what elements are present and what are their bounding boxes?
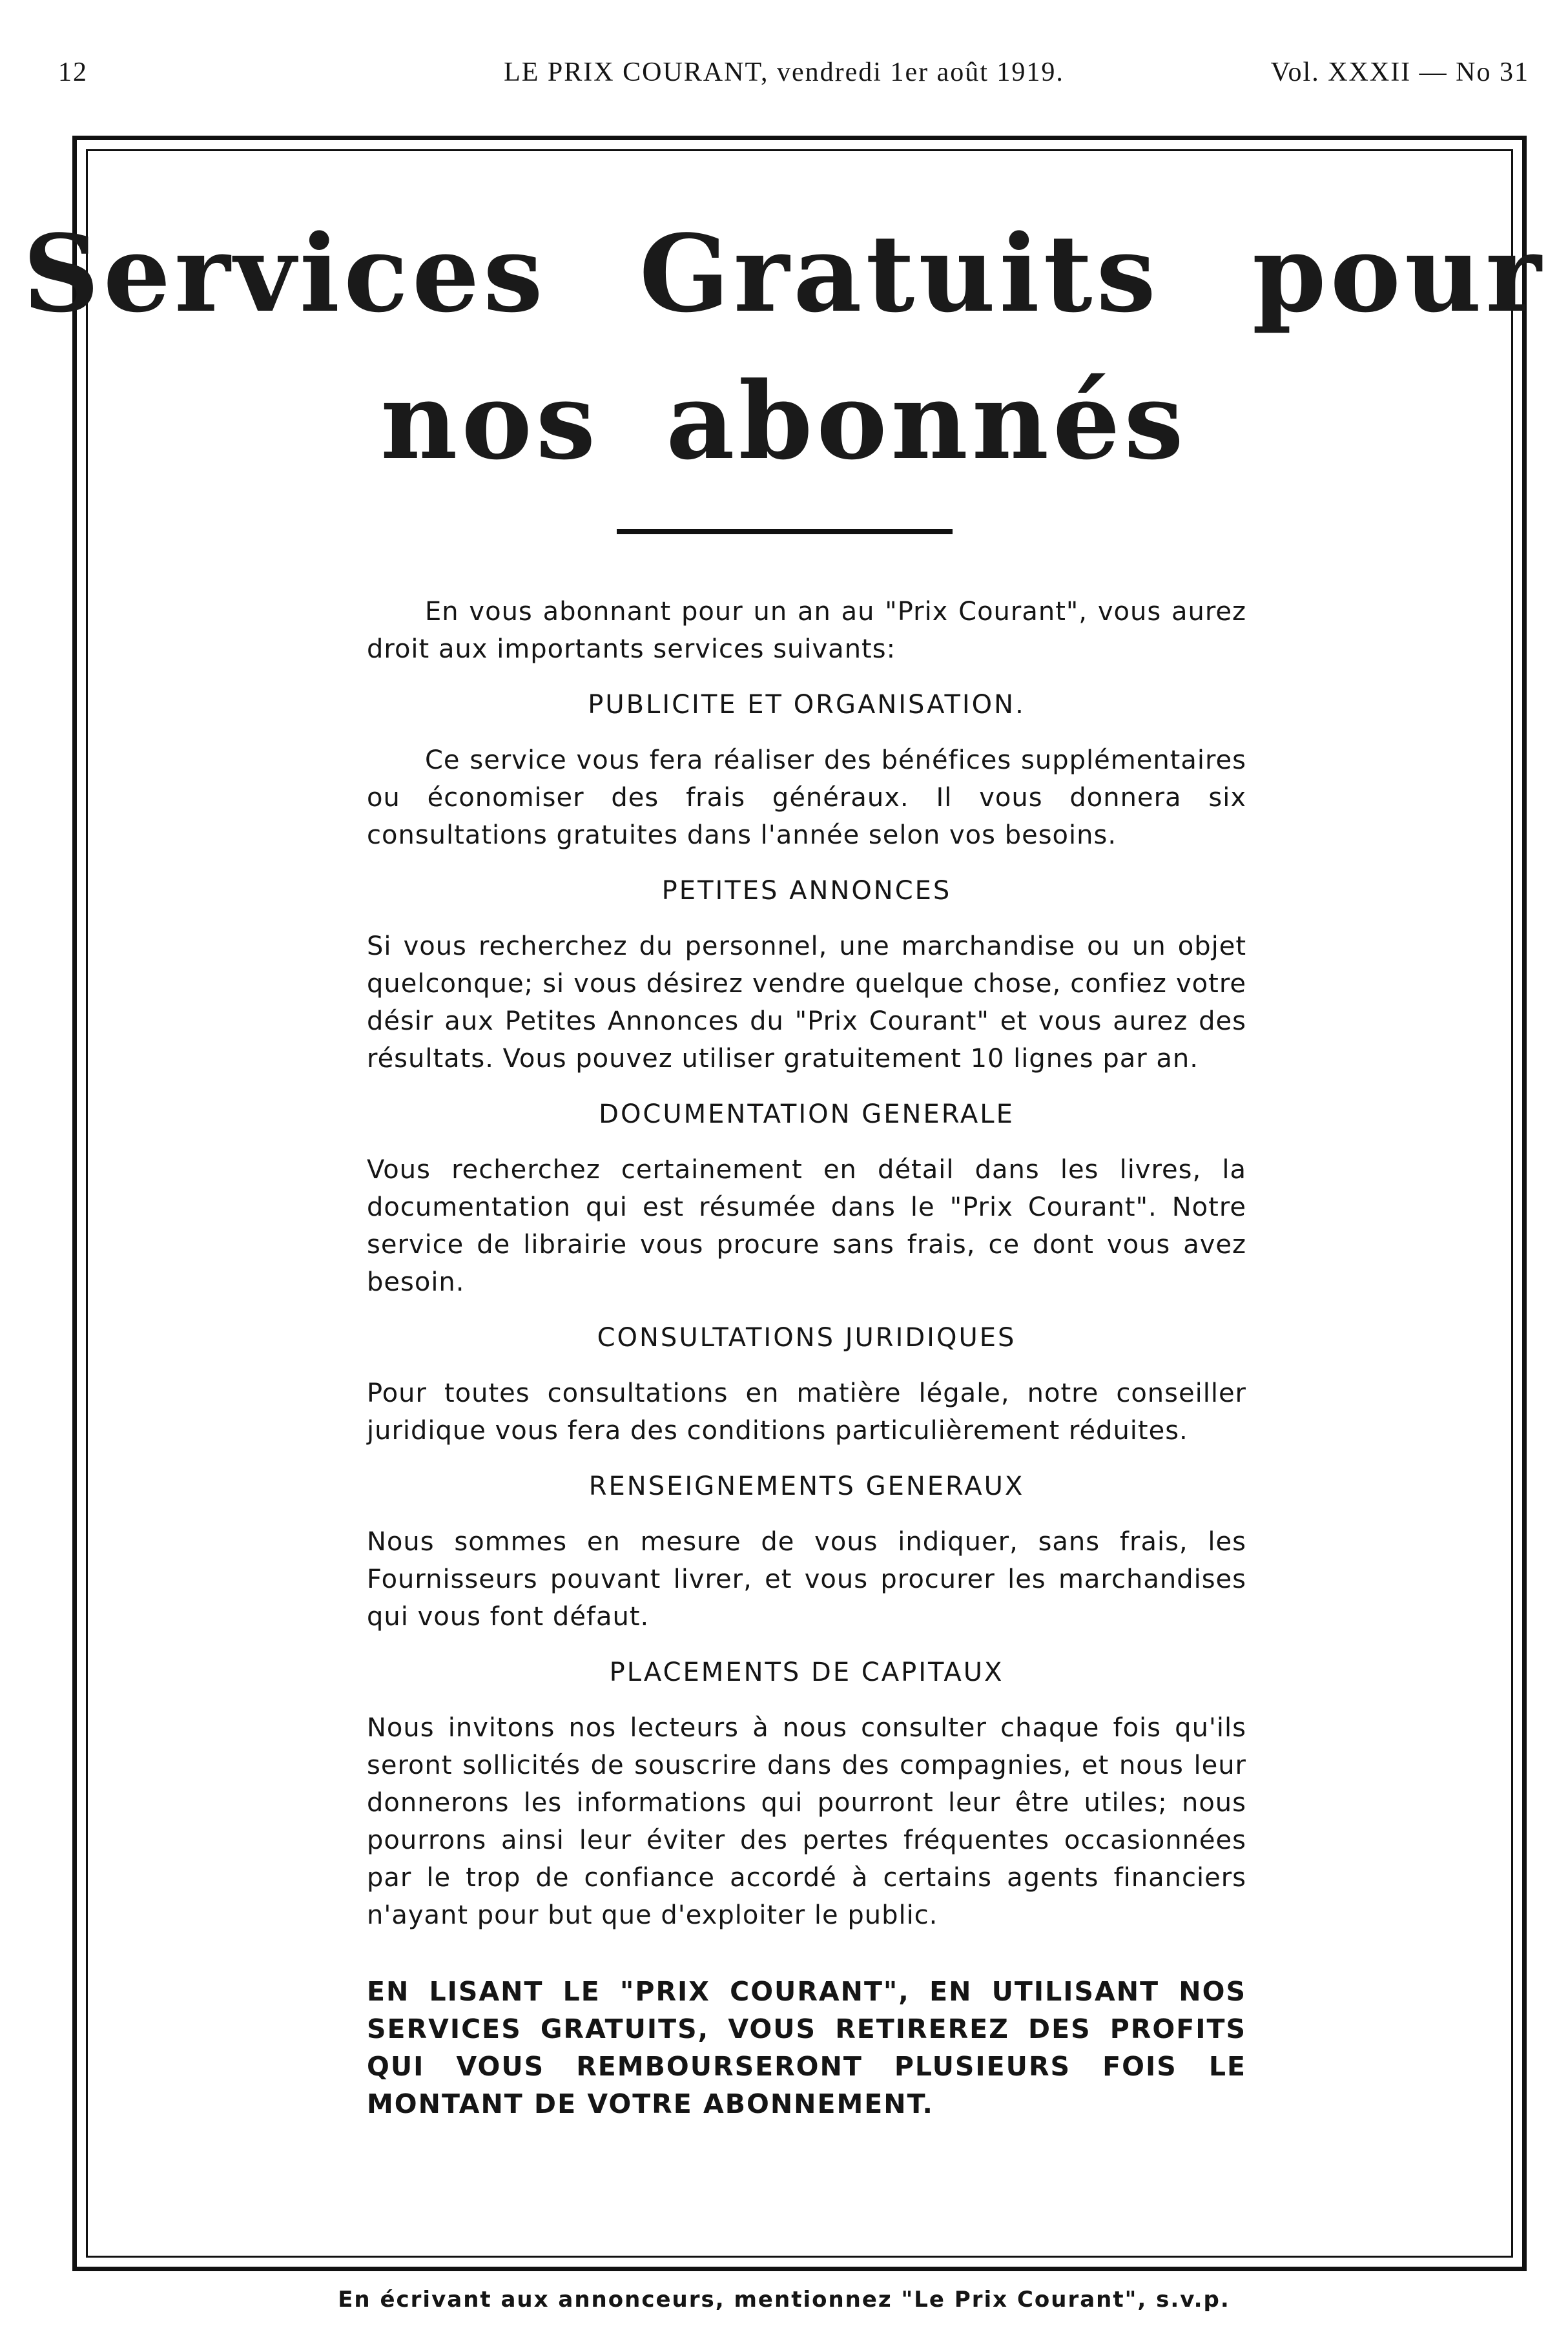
intro-paragraph: En vous abonnant pour un an au "Prix Courant", vous aurez droit aux importants services suivants: xyxy=(367,597,1246,664)
section-body-consultations: Pour toutes consultations en matière légale, notre conseiller juridique vous fera des conditions particulièrement réduites. xyxy=(367,1378,1246,1446)
running-title: LE PRIX COURANT, vendredi 1er août 1919. xyxy=(504,57,1064,87)
section-title-renseignements: RENSEIGNEMENTS GENERAUX xyxy=(588,1471,1025,1501)
section-title-publicite: PUBLICITE ET ORGANISATION. xyxy=(588,690,1026,720)
volume-info: Vol. XXXII — No 31 xyxy=(1270,57,1529,87)
section-title-consultations: CONSULTATIONS JURIDIQUES xyxy=(597,1323,1016,1353)
advertisement-body xyxy=(367,593,1246,2123)
headline-divider xyxy=(617,529,953,534)
section-title-placements: PLACEMENTS DE CAPITAUX xyxy=(609,1658,1004,1687)
section-title-documentation: DOCUMENTATION GENERALE xyxy=(599,1099,1015,1129)
section-body-publicite: Ce service vous fera réaliser des bénéfices supplémentaires ou économiser des frais généraux. Il vous donnera six consultations gratuites dans l'année selon vos besoins. xyxy=(367,745,1246,850)
section-title-petites-annonces: PETITES ANNONCES xyxy=(661,876,952,906)
page-footer: En écrivant aux annonceurs, mentionnez "Le Prix Courant", s.v.p. xyxy=(338,2287,1230,2313)
page-header xyxy=(0,57,1568,109)
section-body-placements: Nous invitons nos lecteurs à nous consulter chaque fois qu'ils seront sollicités de souscrire dans des compagnies, et nous leur donnerons les informations qui pourront leur être utiles; nous pourrons ainsi leur éviter des pertes fréquentes occasionnées par le trop de confiance accordé à certains agents financiers n'ayant pour but que d'exploiter le public. xyxy=(367,1713,1246,1930)
headline-line-1: Services Gratuits pour xyxy=(23,211,1545,336)
section-body-petites-annonces: Si vous recherchez du personnel, une marchandise ou un objet quelconque; si vous désirez vendre quelque chose, confiez votre désir aux Petites Annonces du "Prix Courant" et vous aurez des résultats. Vous pouvez utiliser gratuitement 10 lignes par an. xyxy=(367,931,1246,1074)
headline-line-2: nos abonnés xyxy=(380,359,1188,483)
headline xyxy=(0,200,1568,495)
section-body-renseignements: Nous sommes en mesure de vous indiquer, sans frais, les Fournisseurs pouvant livrer, et vous procurer les marchandises qui vous font défaut. xyxy=(367,1527,1246,1632)
section-body-documentation: Vous recherchez certainement en détail dans les livres, la documentation qui est résumée dans le "Prix Courant". Notre service de librairie vous procure sans frais, ce dont vous avez besoin. xyxy=(367,1155,1246,1297)
page-number: 12 xyxy=(58,57,88,87)
closing-statement: EN LISANT LE "PRIX COURANT", EN UTILISANT NOS SERVICES GRATUITS, VOUS RETIREREZ DES PROFITS QUI VOUS REMBOURSERONT PLUSIEURS FOIS LE MONTANT DE VOTRE ABONNEMENT. xyxy=(367,1976,1246,2119)
